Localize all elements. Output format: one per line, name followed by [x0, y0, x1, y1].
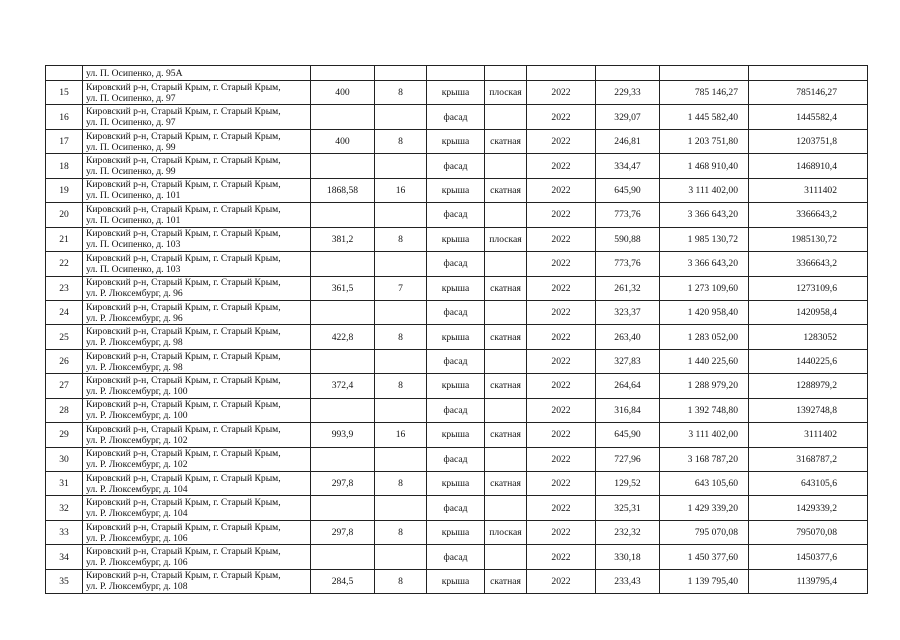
cell-number: 21 — [46, 227, 83, 251]
address-line: Кировский р-н, Старый Крым, г. Старый Крым, — [86, 497, 281, 509]
cell-address — [83, 520, 311, 544]
cell-floors: 16 — [375, 178, 427, 202]
address-line: Кировский р-н, Старый Крым, г. Старый Крым, — [86, 326, 281, 338]
cell-floors: 8 — [375, 472, 427, 496]
table-row — [46, 325, 868, 349]
table-row — [46, 569, 868, 593]
cell-number: 28 — [46, 398, 83, 422]
cell-total-cost-plain: 1273109,6 — [749, 276, 868, 300]
cell-floors: 8 — [375, 520, 427, 544]
cell-roof-type: скатная — [485, 276, 527, 300]
cell-floors — [375, 496, 427, 520]
cell-number: 25 — [46, 325, 83, 349]
cell-total-cost-plain: 3111402 — [749, 178, 868, 202]
cell-area: 361,5 — [311, 276, 375, 300]
cell-total-cost-plain: 3366643,2 — [749, 203, 868, 227]
address-line: Кировский р-н, Старый Крым, г. Старый Крым, — [86, 130, 281, 142]
cell-floors: 8 — [375, 374, 427, 398]
cell-element: фасад — [427, 300, 485, 324]
cell-number: 31 — [46, 472, 83, 496]
cell-unit-cost: 229,33 — [596, 81, 660, 105]
cell-year: 2022 — [527, 447, 596, 471]
cell-total-cost: 3 168 787,20 — [660, 447, 749, 471]
cell-unit-cost: 263,40 — [596, 325, 660, 349]
cell-total-cost: 1 288 979,20 — [660, 374, 749, 398]
cell-year: 2022 — [527, 520, 596, 544]
cell-total-cost-plain: 1392748,8 — [749, 398, 868, 422]
cell-unit-cost: 325,31 — [596, 496, 660, 520]
cell-total-cost-plain: 643105,6 — [749, 472, 868, 496]
cell-total-cost-plain: 1445582,4 — [749, 105, 868, 129]
cell-area — [311, 496, 375, 520]
cell-area: 297,8 — [311, 520, 375, 544]
address-line: ул. П. Осипенко, д. 99 — [86, 166, 176, 178]
cell-roof-type — [485, 154, 527, 178]
cell-element: крыша — [427, 227, 485, 251]
cell-address — [83, 227, 311, 251]
address-line: Кировский р-н, Старый Крым, г. Старый Крым, — [86, 301, 281, 313]
cell-unit-cost: 233,43 — [596, 569, 660, 593]
cell-address — [83, 325, 311, 349]
cell-roof-type: плоская — [485, 227, 527, 251]
register-body — [46, 66, 868, 594]
cell-number: 27 — [46, 374, 83, 398]
cell-roof-type: скатная — [485, 472, 527, 496]
table-row — [46, 398, 868, 422]
cell-year: 2022 — [527, 325, 596, 349]
cell-total-cost: 1 203 751,80 — [660, 129, 749, 153]
address-line: Кировский р-н, Старый Крым, г. Старый Крым, — [86, 399, 281, 411]
cell-year: 2022 — [527, 129, 596, 153]
address-line: ул. П. Осипенко, д. 101 — [86, 190, 181, 202]
cell-area — [311, 105, 375, 129]
table-row — [46, 349, 868, 373]
table-row — [46, 203, 868, 227]
cell-floors: 16 — [375, 423, 427, 447]
cell-total-cost: 1 420 958,40 — [660, 300, 749, 324]
cell-area — [311, 154, 375, 178]
cell-address — [83, 447, 311, 471]
cell-total-cost-plain: 1139795,4 — [749, 569, 868, 593]
cell-number: 19 — [46, 178, 83, 202]
address-line: Кировский р-н, Старый Крым, г. Старый Крым, — [86, 472, 281, 484]
cell-number: 26 — [46, 349, 83, 373]
cell-address — [83, 252, 311, 276]
cell-area — [311, 447, 375, 471]
cell-unit-cost: 645,90 — [596, 423, 660, 447]
cell-unit-cost: 773,76 — [596, 203, 660, 227]
cell-floors: 8 — [375, 227, 427, 251]
address-line: Кировский р-н, Старый Крым, г. Старый Крым, — [86, 448, 281, 460]
cell-year: 2022 — [527, 252, 596, 276]
cell-address — [83, 496, 311, 520]
cell-total-cost-plain: 795070,08 — [749, 520, 868, 544]
cell-element: крыша — [427, 423, 485, 447]
cell-unit-cost: 590,88 — [596, 227, 660, 251]
cell-number: 30 — [46, 447, 83, 471]
cell-area — [311, 203, 375, 227]
cell-roof-type: плоская — [485, 81, 527, 105]
address-line: ул. Р. Люксембург, д. 98 — [86, 337, 183, 349]
cell-element: крыша — [427, 520, 485, 544]
address-line: Кировский р-н, Старый Крым, г. Старый Крым, — [86, 203, 281, 215]
cell-number: 34 — [46, 545, 83, 569]
address-line: Кировский р-н, Старый Крым, г. Старый Крым, — [86, 423, 281, 435]
cell-roof-type: скатная — [485, 374, 527, 398]
cell-address — [83, 203, 311, 227]
cell-number: 33 — [46, 520, 83, 544]
cell-total-cost-plain: 1283052 — [749, 325, 868, 349]
cell-total-cost-plain: 1985130,72 — [749, 227, 868, 251]
cell-total-cost: 1 445 582,40 — [660, 105, 749, 129]
cell-address — [83, 129, 311, 153]
cell-total-cost-plain: 1440225,6 — [749, 349, 868, 373]
cell-total-cost-plain: 1203751,8 — [749, 129, 868, 153]
cell-total-cost: 3 366 643,20 — [660, 252, 749, 276]
cell-total-cost-plain: 1468910,4 — [749, 154, 868, 178]
table-row — [46, 276, 868, 300]
cell-year: 2022 — [527, 178, 596, 202]
cell-floors: 7 — [375, 276, 427, 300]
cell-number: 32 — [46, 496, 83, 520]
cell-floors — [375, 398, 427, 422]
cell-total-cost: 3 111 402,00 — [660, 178, 749, 202]
cell-address — [83, 276, 311, 300]
cell-element: фасад — [427, 349, 485, 373]
table-row — [46, 154, 868, 178]
cell-year: 2022 — [527, 300, 596, 324]
address-line: Кировский р-н, Старый Крым, г. Старый Крым, — [86, 350, 281, 362]
address-line: ул. П. Осипенко, д. 95А — [86, 67, 183, 79]
address-line: ул. П. Осипенко, д. 103 — [86, 263, 181, 275]
cell-number: 29 — [46, 423, 83, 447]
cell-element: фасад — [427, 203, 485, 227]
cell-address — [83, 374, 311, 398]
cell-unit-cost: 773,76 — [596, 252, 660, 276]
cell-unit-cost: 727,96 — [596, 447, 660, 471]
cell-floors — [375, 349, 427, 373]
cell-number: 22 — [46, 252, 83, 276]
cell-floors — [375, 203, 427, 227]
cell-element: фасад — [427, 252, 485, 276]
cell-roof-type — [485, 398, 527, 422]
cell-total-cost-plain: 785146,27 — [749, 81, 868, 105]
cell-floors — [375, 300, 427, 324]
cell-area: 400 — [311, 81, 375, 105]
cell-total-cost-plain: 3111402 — [749, 423, 868, 447]
address-line: Кировский р-н, Старый Крым, г. Старый Крым, — [86, 521, 281, 533]
address-line: ул. Р. Люксембург, д. 106 — [86, 532, 188, 544]
address-line: ул. Р. Люксембург, д. 96 — [86, 288, 183, 300]
address-line: ул. П. Осипенко, д. 99 — [86, 141, 176, 153]
cell-area — [311, 349, 375, 373]
table-row — [46, 105, 868, 129]
cell-unit-cost: 316,84 — [596, 398, 660, 422]
address-line: Кировский р-н, Старый Крым, г. Старый Крым, — [86, 106, 281, 118]
cell-year: 2022 — [527, 545, 596, 569]
cell-area — [311, 545, 375, 569]
address-line: ул. П. Осипенко, д. 97 — [86, 92, 176, 104]
cell-total-cost-plain: 1450377,6 — [749, 545, 868, 569]
cell-floors — [375, 154, 427, 178]
table-row — [46, 520, 868, 544]
cell-total-cost: 3 111 402,00 — [660, 423, 749, 447]
cell-unit-cost: 645,90 — [596, 178, 660, 202]
address-line: Кировский р-н, Старый Крым, г. Старый Крым, — [86, 277, 281, 289]
table-row — [46, 300, 868, 324]
cell-address — [83, 81, 311, 105]
cell-year: 2022 — [527, 374, 596, 398]
cell-number: 15 — [46, 81, 83, 105]
cell-total-cost-plain: 1420958,4 — [749, 300, 868, 324]
cell-area: 993,9 — [311, 423, 375, 447]
cell-year: 2022 — [527, 472, 596, 496]
cell-area — [311, 300, 375, 324]
cell-year: 2022 — [527, 227, 596, 251]
cell-address — [83, 472, 311, 496]
cell-total-cost: 1 392 748,80 — [660, 398, 749, 422]
cell-element: фасад — [427, 154, 485, 178]
address-line: ул. Р. Люксембург, д. 98 — [86, 361, 183, 373]
cell-unit-cost: 323,37 — [596, 300, 660, 324]
table-row — [46, 374, 868, 398]
table-row — [46, 545, 868, 569]
cell-unit-cost: 329,07 — [596, 105, 660, 129]
cell-number: 23 — [46, 276, 83, 300]
cell-roof-type — [485, 300, 527, 324]
cell-address — [83, 423, 311, 447]
cell-element: фасад — [427, 545, 485, 569]
cell-number: 18 — [46, 154, 83, 178]
cell-year: 2022 — [527, 276, 596, 300]
cell-roof-type — [485, 447, 527, 471]
address-line: ул. Р. Люксембург, д. 102 — [86, 459, 188, 471]
address-line: Кировский р-н, Старый Крым, г. Старый Крым, — [86, 570, 281, 582]
address-line: ул. П. Осипенко, д. 103 — [86, 239, 181, 251]
cell-address — [83, 154, 311, 178]
cell-number: 35 — [46, 569, 83, 593]
address-line: ул. П. Осипенко, д. 101 — [86, 214, 181, 226]
cell-element: фасад — [427, 105, 485, 129]
cell-area: 372,4 — [311, 374, 375, 398]
cell-floors: 8 — [375, 325, 427, 349]
table-row — [46, 423, 868, 447]
cell-total-cost-plain: 3168787,2 — [749, 447, 868, 471]
table-row — [46, 129, 868, 153]
cell-floors — [375, 545, 427, 569]
cell-element: крыша — [427, 276, 485, 300]
cell-floors: 8 — [375, 81, 427, 105]
cell-address — [83, 66, 311, 81]
cell-area: 400 — [311, 129, 375, 153]
cell-total-cost-plain: 3366643,2 — [749, 252, 868, 276]
cell-total-cost: 785 146,27 — [660, 81, 749, 105]
cell-roof-type: плоская — [485, 520, 527, 544]
cell-element: крыша — [427, 325, 485, 349]
cell-unit-cost: 334,47 — [596, 154, 660, 178]
cell-total-cost: 1 985 130,72 — [660, 227, 749, 251]
table-row — [46, 496, 868, 520]
cell-year: 2022 — [527, 203, 596, 227]
cell-floors: 8 — [375, 129, 427, 153]
cell-address — [83, 569, 311, 593]
cell-year: 2022 — [527, 496, 596, 520]
cell-roof-type — [485, 252, 527, 276]
cell-number: 20 — [46, 203, 83, 227]
cell-element: крыша — [427, 472, 485, 496]
cell-total-cost: 795 070,08 — [660, 520, 749, 544]
cell-total-cost-plain: 1288979,2 — [749, 374, 868, 398]
address-line: Кировский р-н, Старый Крым, г. Старый Крым, — [86, 179, 281, 191]
cell-total-cost: 1 273 109,60 — [660, 276, 749, 300]
cell-roof-type: скатная — [485, 178, 527, 202]
cell-floors — [375, 105, 427, 129]
cell-area: 422,8 — [311, 325, 375, 349]
cell-unit-cost: 129,52 — [596, 472, 660, 496]
cell-year: 2022 — [527, 105, 596, 129]
cell-element: крыша — [427, 569, 485, 593]
cell-unit-cost: 327,83 — [596, 349, 660, 373]
table-row — [46, 81, 868, 105]
cell-year: 2022 — [527, 423, 596, 447]
cell-address — [83, 349, 311, 373]
cell-element: фасад — [427, 398, 485, 422]
cell-unit-cost: 330,18 — [596, 545, 660, 569]
cell-floors — [375, 252, 427, 276]
cell-address — [83, 178, 311, 202]
cell-unit-cost: 246,81 — [596, 129, 660, 153]
cell-total-cost: 643 105,60 — [660, 472, 749, 496]
cell-address — [83, 300, 311, 324]
address-line: ул. Р. Люксембург, д. 106 — [86, 557, 188, 569]
cell-element: фасад — [427, 447, 485, 471]
cell-element: крыша — [427, 178, 485, 202]
address-line: ул. Р. Люксембург, д. 96 — [86, 312, 183, 324]
address-line: ул. Р. Люксембург, д. 100 — [86, 385, 188, 397]
cell-year: 2022 — [527, 398, 596, 422]
address-line: Кировский р-н, Старый Крым, г. Старый Крым, — [86, 546, 281, 558]
cell-floors — [375, 447, 427, 471]
table-row — [46, 227, 868, 251]
cell-total-cost: 1 139 795,40 — [660, 569, 749, 593]
cell-roof-type: скатная — [485, 129, 527, 153]
table-row — [46, 447, 868, 471]
cell-number: 24 — [46, 300, 83, 324]
cell-area: 284,5 — [311, 569, 375, 593]
cell-unit-cost: 232,32 — [596, 520, 660, 544]
address-line: ул. Р. Люксембург, д. 102 — [86, 434, 188, 446]
cell-area: 381,2 — [311, 227, 375, 251]
cell-roof-type: скатная — [485, 569, 527, 593]
housing-repair-register-table — [45, 65, 868, 594]
cell-unit-cost: 264,64 — [596, 374, 660, 398]
address-line: Кировский р-н, Старый Крым, г. Старый Крым, — [86, 155, 281, 167]
cell-element: крыша — [427, 129, 485, 153]
cell-number: 17 — [46, 129, 83, 153]
cell-address — [83, 398, 311, 422]
cell-area — [311, 398, 375, 422]
cell-total-cost-plain: 1429339,2 — [749, 496, 868, 520]
cell-roof-type: скатная — [485, 325, 527, 349]
cell-year: 2022 — [527, 81, 596, 105]
address-line: Кировский р-н, Старый Крым, г. Старый Крым, — [86, 81, 281, 93]
address-line: Кировский р-н, Старый Крым, г. Старый Крым, — [86, 228, 281, 240]
cell-year: 2022 — [527, 569, 596, 593]
cell-total-cost: 1 440 225,60 — [660, 349, 749, 373]
address-line: ул. Р. Люксембург, д. 100 — [86, 410, 188, 422]
cell-element: крыша — [427, 374, 485, 398]
address-line: Кировский р-н, Старый Крым, г. Старый Крым, — [86, 374, 281, 386]
address-line: ул. Р. Люксембург, д. 104 — [86, 508, 188, 520]
address-line: ул. П. Осипенко, д. 97 — [86, 117, 176, 129]
table-row — [46, 472, 868, 496]
cell-unit-cost: 261,32 — [596, 276, 660, 300]
cell-number — [46, 66, 83, 81]
address-line: ул. Р. Люксембург, д. 108 — [86, 581, 188, 593]
cell-area — [311, 252, 375, 276]
cell-floors: 8 — [375, 569, 427, 593]
cell-total-cost: 1 283 052,00 — [660, 325, 749, 349]
cell-area: 1868,58 — [311, 178, 375, 202]
cell-roof-type — [485, 349, 527, 373]
cell-roof-type: скатная — [485, 423, 527, 447]
cell-element: крыша — [427, 81, 485, 105]
cell-total-cost: 1 468 910,40 — [660, 154, 749, 178]
cell-roof-type — [485, 496, 527, 520]
table-row — [46, 252, 868, 276]
cell-address — [83, 545, 311, 569]
cell-roof-type — [485, 545, 527, 569]
cell-total-cost: 1 450 377,60 — [660, 545, 749, 569]
cell-roof-type — [485, 203, 527, 227]
cell-element: фасад — [427, 496, 485, 520]
cell-address — [83, 105, 311, 129]
cell-total-cost: 3 366 643,20 — [660, 203, 749, 227]
address-line: ул. Р. Люксембург, д. 104 — [86, 483, 188, 495]
address-line: Кировский р-н, Старый Крым, г. Старый Крым, — [86, 252, 281, 264]
cell-roof-type — [485, 105, 527, 129]
table-row-partial — [46, 66, 868, 81]
cell-year: 2022 — [527, 349, 596, 373]
cell-year: 2022 — [527, 154, 596, 178]
cell-number: 16 — [46, 105, 83, 129]
table-row — [46, 178, 868, 202]
cell-total-cost: 1 429 339,20 — [660, 496, 749, 520]
cell-area: 297,8 — [311, 472, 375, 496]
